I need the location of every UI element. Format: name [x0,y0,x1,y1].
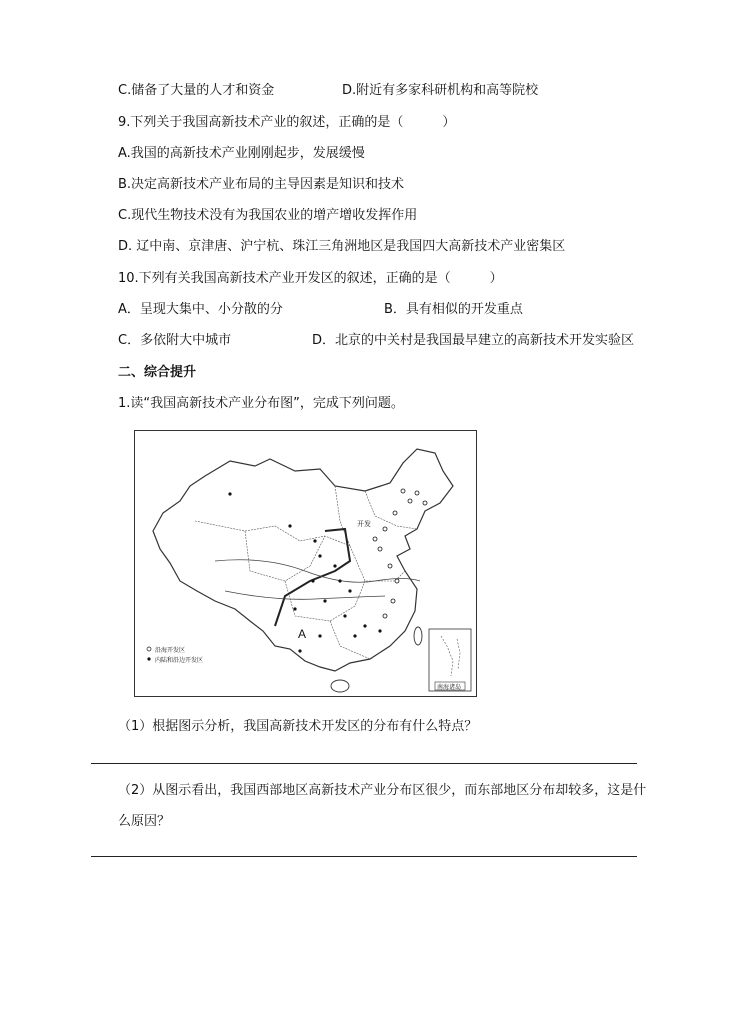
south-china-sea-inset [429,629,471,691]
q9-option-c: C.现代生物技术没有为我国农业的增产增收发挥作用 [118,208,418,223]
map-label-kaifa: 开发 [357,521,371,528]
coastal-zone-marker [383,527,387,531]
inset-label: 南海诸岛 [437,685,462,691]
subquestion-2-line1: （2）从图示看出，我国西部地区高新技术产业分布区很少，而东部地区分布却较多，这是什 [118,783,647,798]
coastal-zone-marker [373,537,377,541]
q10-stem: 10.下列有关我国高新技术产业开发区的叙述，正确的是（ ） [118,271,503,286]
q9-option-b: B.决定高新技术产业布局的主导因素是知识和技术 [118,177,405,192]
inland-zone-marker [363,624,366,627]
q10-option-c: C．多依附大中城市 [118,333,232,348]
inland-zone-marker [353,634,356,637]
china-hightech-map [134,430,477,697]
legend-coastal-label: 沿海开发区 [155,648,186,654]
coastal-zone-marker [401,489,405,493]
q9-option-d: D. 辽中南、京津唐、沪宁杭、珠江三角洲地区是我国四大高新技术产业密集区 [118,239,566,254]
inland-zone-marker [318,554,321,557]
section2-q1-stem: 1.读“我国高新技术产业分布图”，完成下列问题。 [118,396,404,411]
answer-line-1[interactable] [91,763,637,764]
coastal-zone-marker [378,547,382,551]
q10-option-d: D．北京的中关村是我国最早建立的高新技术开发实验区 [312,333,635,348]
map-drawing [135,431,476,696]
coastal-zone-marker [415,491,419,495]
map-legend [147,646,203,664]
subquestion-2-line2: 么原因？ [118,814,171,829]
coastal-zone-marker [423,501,427,505]
q10-option-a: A．呈现大集中、小分散的分 [118,302,283,317]
coastal-zone-marker [395,579,399,583]
inland-zone-marker [293,607,296,610]
hainan-island [331,680,349,692]
inland-zone-marker [348,589,351,592]
q10-option-b: B．具有相似的开发重点 [384,302,523,317]
q9-stem: 9.下列关于我国高新技术产业的叙述，正确的是（ ） [118,115,456,130]
subquestion-1: （1）根据图示分析，我国高新技术开发区的分布有什么特点？ [118,719,478,734]
map-label-a: A [298,627,307,641]
inland-zone-marker [313,539,316,542]
option-c-prev: C.储备了大量的人才和资金 [118,83,275,98]
option-d-prev: D.附近有多家科研机构和高等院校 [342,83,539,98]
inland-zone-marker [378,629,381,632]
coastal-zone-marker [408,499,412,503]
inland-zone-marker [323,599,326,602]
coastal-zone-marker [393,511,397,515]
inland-zone-marker [338,579,341,582]
inland-zone-marker [318,634,321,637]
inland-zone-marker [311,579,314,582]
inland-zone-marker [298,649,301,652]
inland-zone-marker [288,524,291,527]
legend-inland-label: 内陆和沿边开发区 [155,658,204,664]
section-heading: 二、综合提升 [118,365,197,380]
coastal-zone-marker [383,614,387,618]
q9-option-a: A.我国的高新技术产业刚刚起步，发展缓慢 [118,146,365,161]
coastal-zone-marker [391,599,395,603]
coastal-zone-marker [388,564,392,568]
inland-zone-marker [333,564,336,567]
inland-zone-marker [343,614,346,617]
taiwan-island [414,627,422,645]
answer-line-2[interactable] [91,856,637,857]
inland-zone-marker [228,492,231,495]
